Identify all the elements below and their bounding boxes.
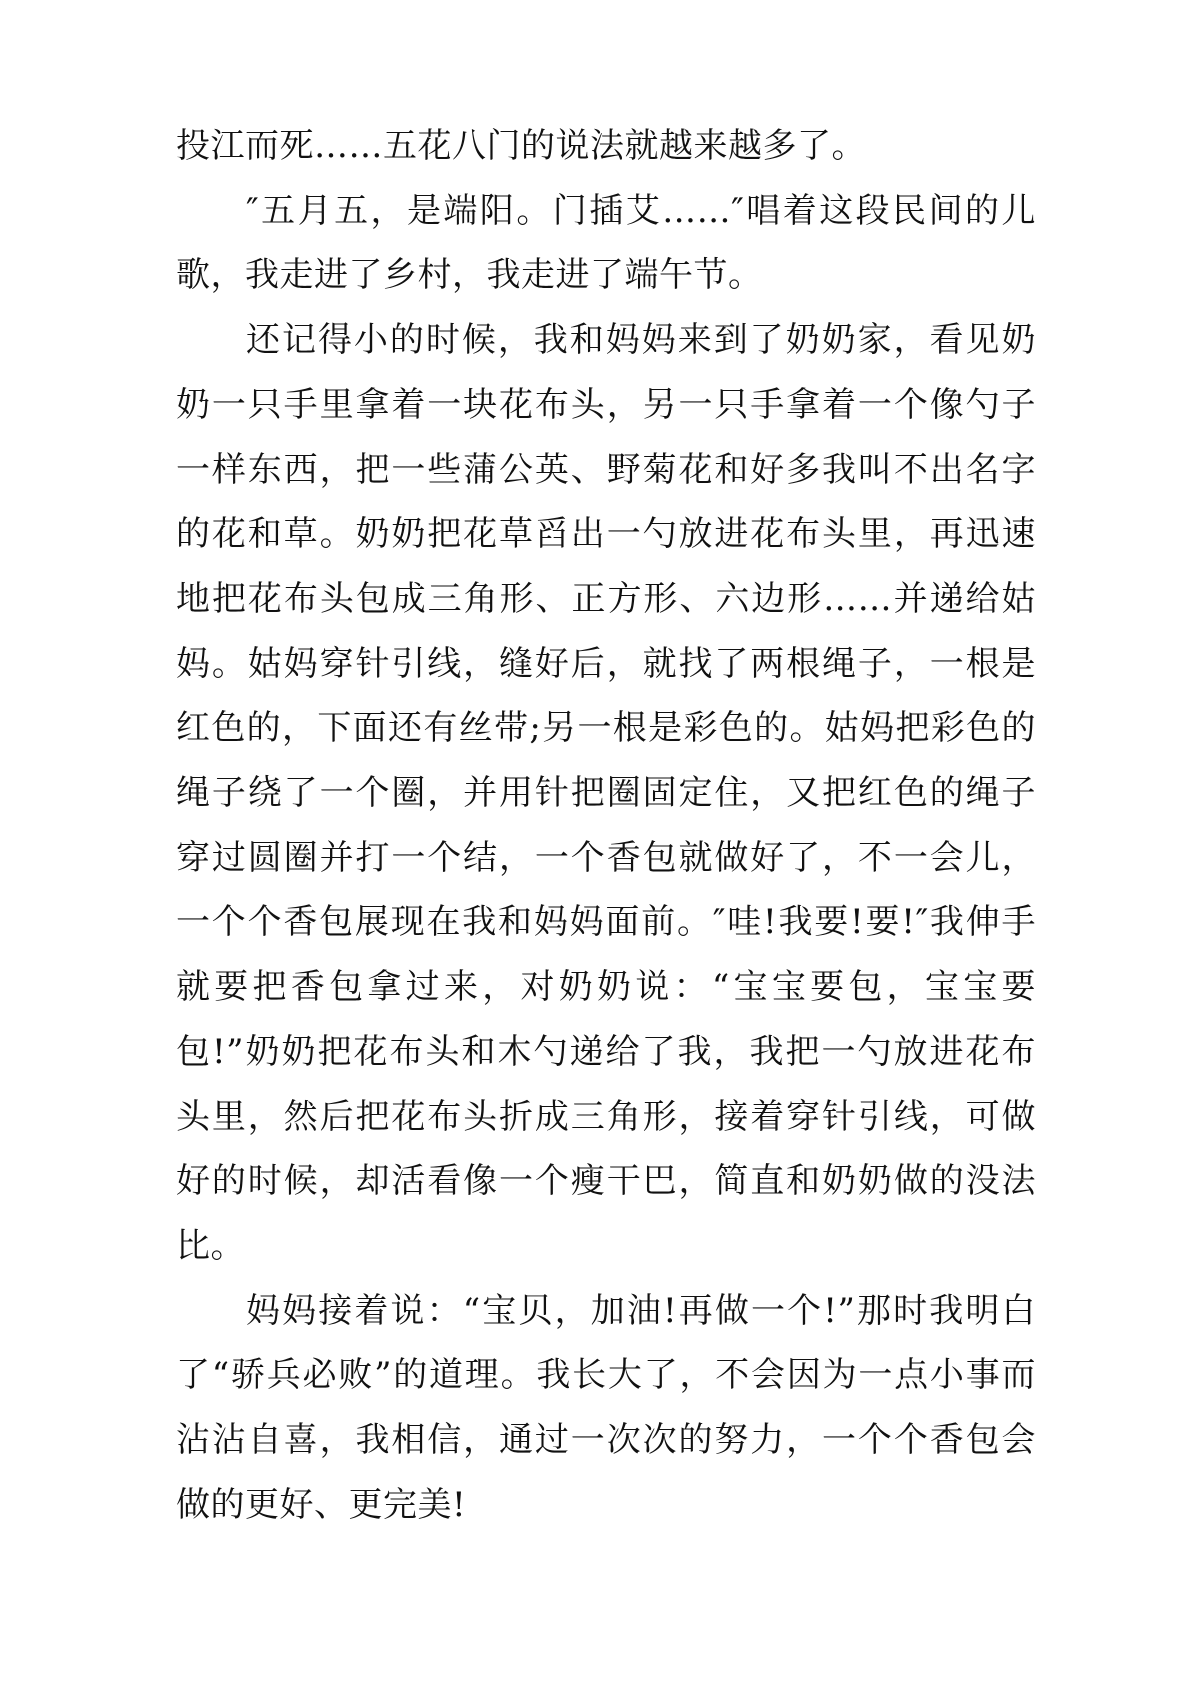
paragraph-3: 还记得小的时候，我和妈妈来到了奶奶家，看见奶奶一只手里拿着一块花布头，另一只手拿着一个像勺子一样东西，把一些蒲公英、野菊花和好多我叫不出名字的花和草。奶奶把花草舀出一勺放进花布头里，再迅速地把花布头包成三角形、正方形、六边形……并递给姑妈。姑妈穿针引线，缝好后，就找了两根绳子，一根是红色的，下面还有丝带;另一根是彩色的。姑妈把彩色的绳子绕了一个圈，并用针把圈固定住，又把红色的绳子穿过圆圈并打一个结，一个香包就做好了，不一会儿，一个个香包展现在我和妈妈面前。″哇!我要!要!″我伸手就要把香包拿过来，对奶奶说：“宝宝要包，宝宝要包!”奶奶把花布头和木勺递给了我，我把一勺放进花布头里，然后把花布头折成三角形，接着穿针引线，可做好的时候，却活看像一个瘦干巴，简直和奶奶做的没法比。: [176, 320, 1036, 1266]
paragraph-2: ″五月五，是端阳。门插艾……″唱着这段民间的儿歌，我走进了乡村，我走进了端午节。: [176, 190, 1036, 296]
document-body: [176, 114, 1036, 1537]
paragraph-1: 投江而死……五花八门的说法就越来越多了。: [176, 126, 866, 166]
paragraph-4: 妈妈接着说：“宝贝，加油!再做一个!”那时我明白了“骄兵必败”的道理。我长大了，不会因为一点小事而沾沾自喜，我相信，通过一次次的努力，一个个香包会做的更好、更完美!: [176, 1290, 1036, 1525]
